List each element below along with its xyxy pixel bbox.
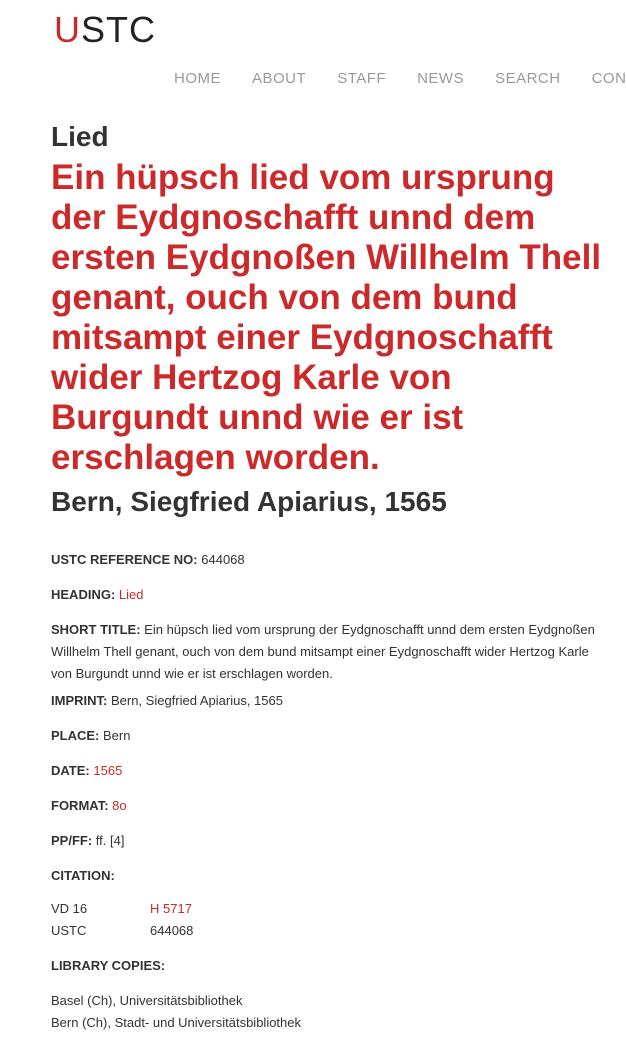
- heading-field: [51, 584, 606, 606]
- ref-value: 644068: [201, 552, 245, 567]
- nav-about[interactable]: ABOUT: [252, 70, 307, 87]
- imprint-value: Bern, Siegfried Apiarius, 1565: [110, 693, 283, 708]
- nav-staff[interactable]: STAFF: [337, 70, 387, 87]
- ref-label: USTC REFERENCE NO:: [51, 552, 198, 567]
- imprint-field: [51, 690, 606, 712]
- logo-rest: STC: [81, 9, 156, 50]
- ppff-value: ff. [4]: [95, 833, 125, 848]
- citation-list: [51, 898, 606, 942]
- imprint-label: IMPRINT:: [51, 693, 108, 708]
- nav-search[interactable]: SEARCH: [495, 70, 561, 87]
- citation-source: USTC: [51, 923, 87, 938]
- ref-field: [51, 549, 606, 571]
- format-field: [51, 795, 606, 817]
- short-title-label: SHORT TITLE:: [51, 622, 141, 637]
- record-fields: [51, 549, 606, 1034]
- ppff-label: PP/FF:: [51, 833, 93, 848]
- record-imprint: Bern, Siegfried Apiarius, 1565: [51, 486, 447, 517]
- place-field: [51, 725, 606, 747]
- date-label: DATE:: [51, 763, 90, 778]
- ppff-field: [51, 830, 606, 852]
- citation-source: VD 16: [51, 901, 88, 916]
- citation-row: [51, 898, 606, 920]
- record-content: [51, 120, 606, 1034]
- main-nav: [174, 70, 626, 87]
- date-link[interactable]: 1565: [93, 763, 123, 778]
- library-list: [51, 990, 606, 1034]
- citation-row: [51, 920, 606, 942]
- nav-news[interactable]: NEWS: [417, 70, 465, 87]
- format-link[interactable]: 8o: [112, 798, 127, 813]
- short-title-value: Ein hüpsch lied vom ursprung der Eydgnoschafft unnd dem ersten Eydgnoßen Willhelm Thell genant, ouch von dem bund mitsampt einer Eydgnoschafft wider Hertzog Karle von Burgundt unnd wie er ist erschlagen worden.: [51, 622, 595, 681]
- record-title: Ein hüpsch lied vom ursprung der Eydgnoschafft unnd dem ersten Eydgnoßen Willhelm Thell genant, ouch von dem bund mitsampt einer Eydgnoschafft wider Hertzog Karle von Burgundt unnd wie er ist erschlagen worden.: [51, 158, 602, 477]
- citation-ref: 644068: [150, 923, 194, 938]
- nav-home[interactable]: HOME: [174, 70, 221, 87]
- place-label: PLACE:: [51, 728, 100, 743]
- citation-field: [51, 865, 606, 887]
- library-label: LIBRARY COPIES:: [51, 958, 166, 973]
- library-item: Basel (Ch), Universitätsbibliothek: [51, 993, 243, 1008]
- date-field: [51, 760, 606, 782]
- record-heading: Lied: [51, 121, 109, 152]
- ustc-logo[interactable]: [54, 9, 156, 51]
- heading-link[interactable]: Lied: [118, 587, 144, 602]
- nav-contact[interactable]: CON: [591, 70, 626, 87]
- heading-label: HEADING:: [51, 587, 116, 602]
- citation-label: CITATION:: [51, 868, 115, 883]
- library-item: Bern (Ch), Stadt- und Universitätsbibliothek: [51, 1015, 302, 1030]
- short-title-field: [51, 619, 606, 685]
- format-label: FORMAT:: [51, 798, 109, 813]
- citation-link[interactable]: H 5717: [150, 901, 192, 916]
- logo-initial: U: [54, 9, 81, 50]
- place-value: Bern: [103, 728, 131, 743]
- library-field: [51, 955, 606, 977]
